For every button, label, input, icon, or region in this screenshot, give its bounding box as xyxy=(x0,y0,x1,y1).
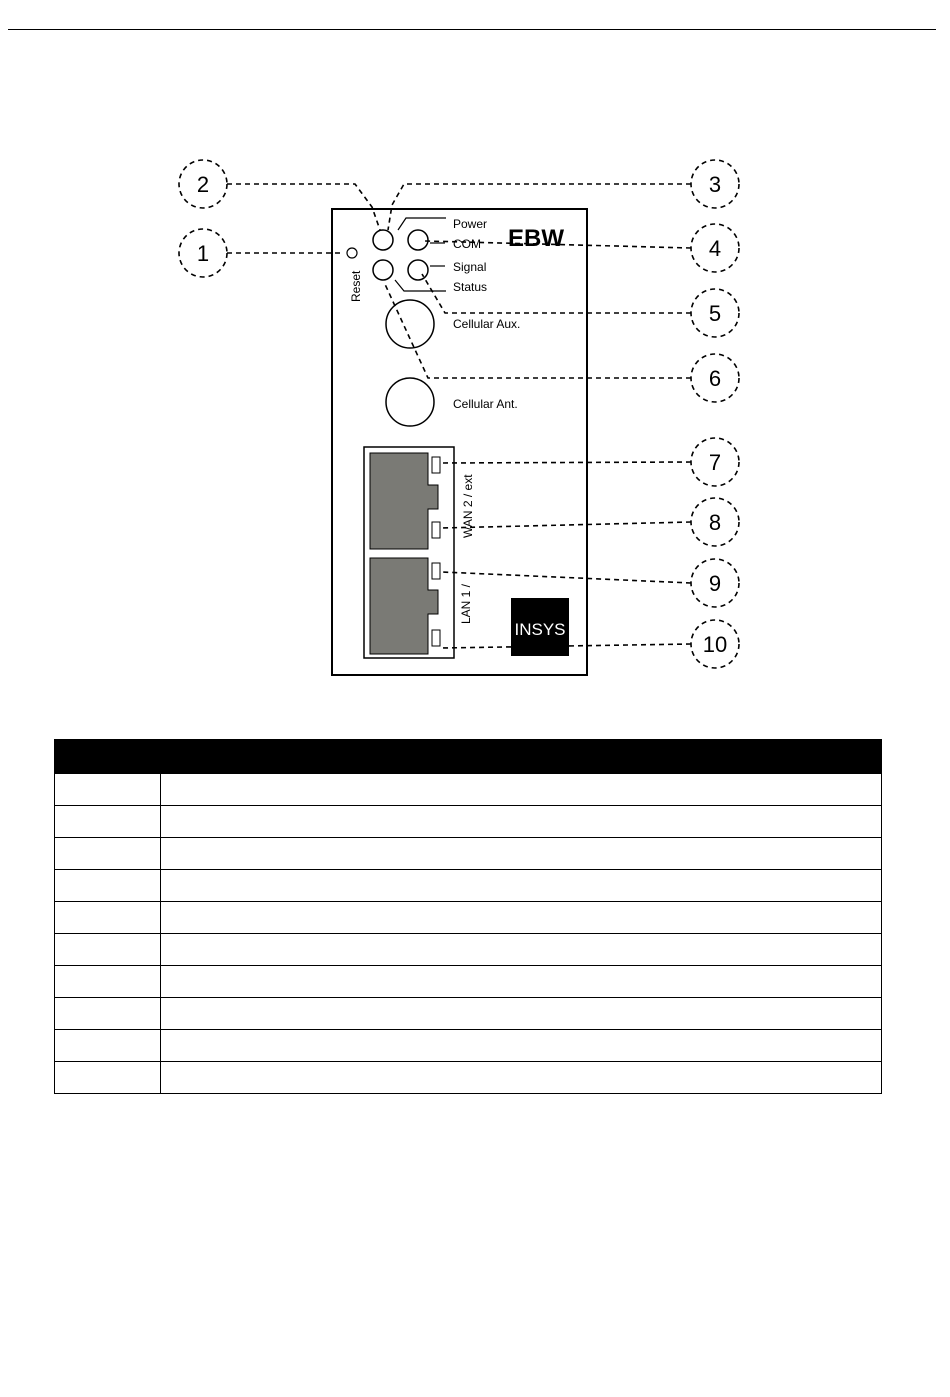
table-row xyxy=(55,902,882,934)
table-cell-number xyxy=(55,1062,161,1094)
table-cell-description xyxy=(161,966,882,998)
com-led-icon xyxy=(408,230,428,250)
table-row xyxy=(55,838,882,870)
table-row xyxy=(55,934,882,966)
callout-10: 10 xyxy=(702,632,728,657)
table-cell-description xyxy=(161,998,882,1030)
table-cell-number xyxy=(55,902,161,934)
table-cell-number xyxy=(55,1030,161,1062)
table-row xyxy=(55,774,882,806)
callout-7: 7 xyxy=(708,450,722,475)
legend-table xyxy=(54,739,882,1094)
wan-label: WAN 2 / ext xyxy=(461,474,475,538)
wan-led-bottom-icon xyxy=(432,522,440,538)
callout-6: 6 xyxy=(708,366,722,391)
cellular-ant-connector-icon xyxy=(386,378,434,426)
table-row xyxy=(55,870,882,902)
signal-led-icon xyxy=(373,260,393,280)
callout-5: 5 xyxy=(708,301,722,326)
reset-label: Reset xyxy=(349,270,363,302)
table-cell-description xyxy=(161,838,882,870)
lan-port-icon xyxy=(370,558,438,654)
lan-led-bottom-icon xyxy=(432,630,440,646)
model-label: EBW xyxy=(508,225,564,252)
reset-button-icon xyxy=(347,248,357,258)
table-cell-description xyxy=(161,1062,882,1094)
table-cell-number xyxy=(55,870,161,902)
callout-1: 1 xyxy=(196,241,210,266)
callout-8: 8 xyxy=(708,510,722,535)
cellular-ant-label: Cellular Ant. xyxy=(453,397,518,411)
table-cell-description xyxy=(161,870,882,902)
table-cell-description xyxy=(161,902,882,934)
cellular-aux-connector-icon xyxy=(386,300,434,348)
status-label: Status xyxy=(453,280,488,294)
table-header-number xyxy=(55,740,161,774)
table-cell-description xyxy=(161,806,882,838)
power-led-icon xyxy=(373,230,393,250)
com-label: COM xyxy=(453,237,481,251)
callout-4: 4 xyxy=(708,236,722,261)
table-row xyxy=(55,806,882,838)
callout-2: 2 xyxy=(196,172,210,197)
wan-led-top-icon xyxy=(432,457,440,473)
table-cell-description xyxy=(161,934,882,966)
callout-3: 3 xyxy=(708,172,722,197)
table-row xyxy=(55,966,882,998)
table-cell-number xyxy=(55,934,161,966)
table-header-row xyxy=(55,740,882,774)
table-cell-number xyxy=(55,998,161,1030)
signal-label: Signal xyxy=(453,260,487,274)
table-row xyxy=(55,1030,882,1062)
brand-label: INSYS xyxy=(514,620,566,639)
table-cell-description xyxy=(161,774,882,806)
wan-port-icon xyxy=(370,453,438,549)
status-led-icon xyxy=(408,260,428,280)
table-row xyxy=(55,998,882,1030)
table-cell-number xyxy=(55,774,161,806)
callout-9: 9 xyxy=(708,571,722,596)
table-cell-number xyxy=(55,838,161,870)
table-row xyxy=(55,1062,882,1094)
lan-label: LAN 1 / xyxy=(459,583,473,624)
lan-led-top-icon xyxy=(432,563,440,579)
table-header-description xyxy=(161,740,882,774)
table-cell-number xyxy=(55,966,161,998)
table-cell-description xyxy=(161,1030,882,1062)
cellular-aux-label: Cellular Aux. xyxy=(453,317,521,331)
table-cell-number xyxy=(55,806,161,838)
power-label: Power xyxy=(453,217,488,231)
